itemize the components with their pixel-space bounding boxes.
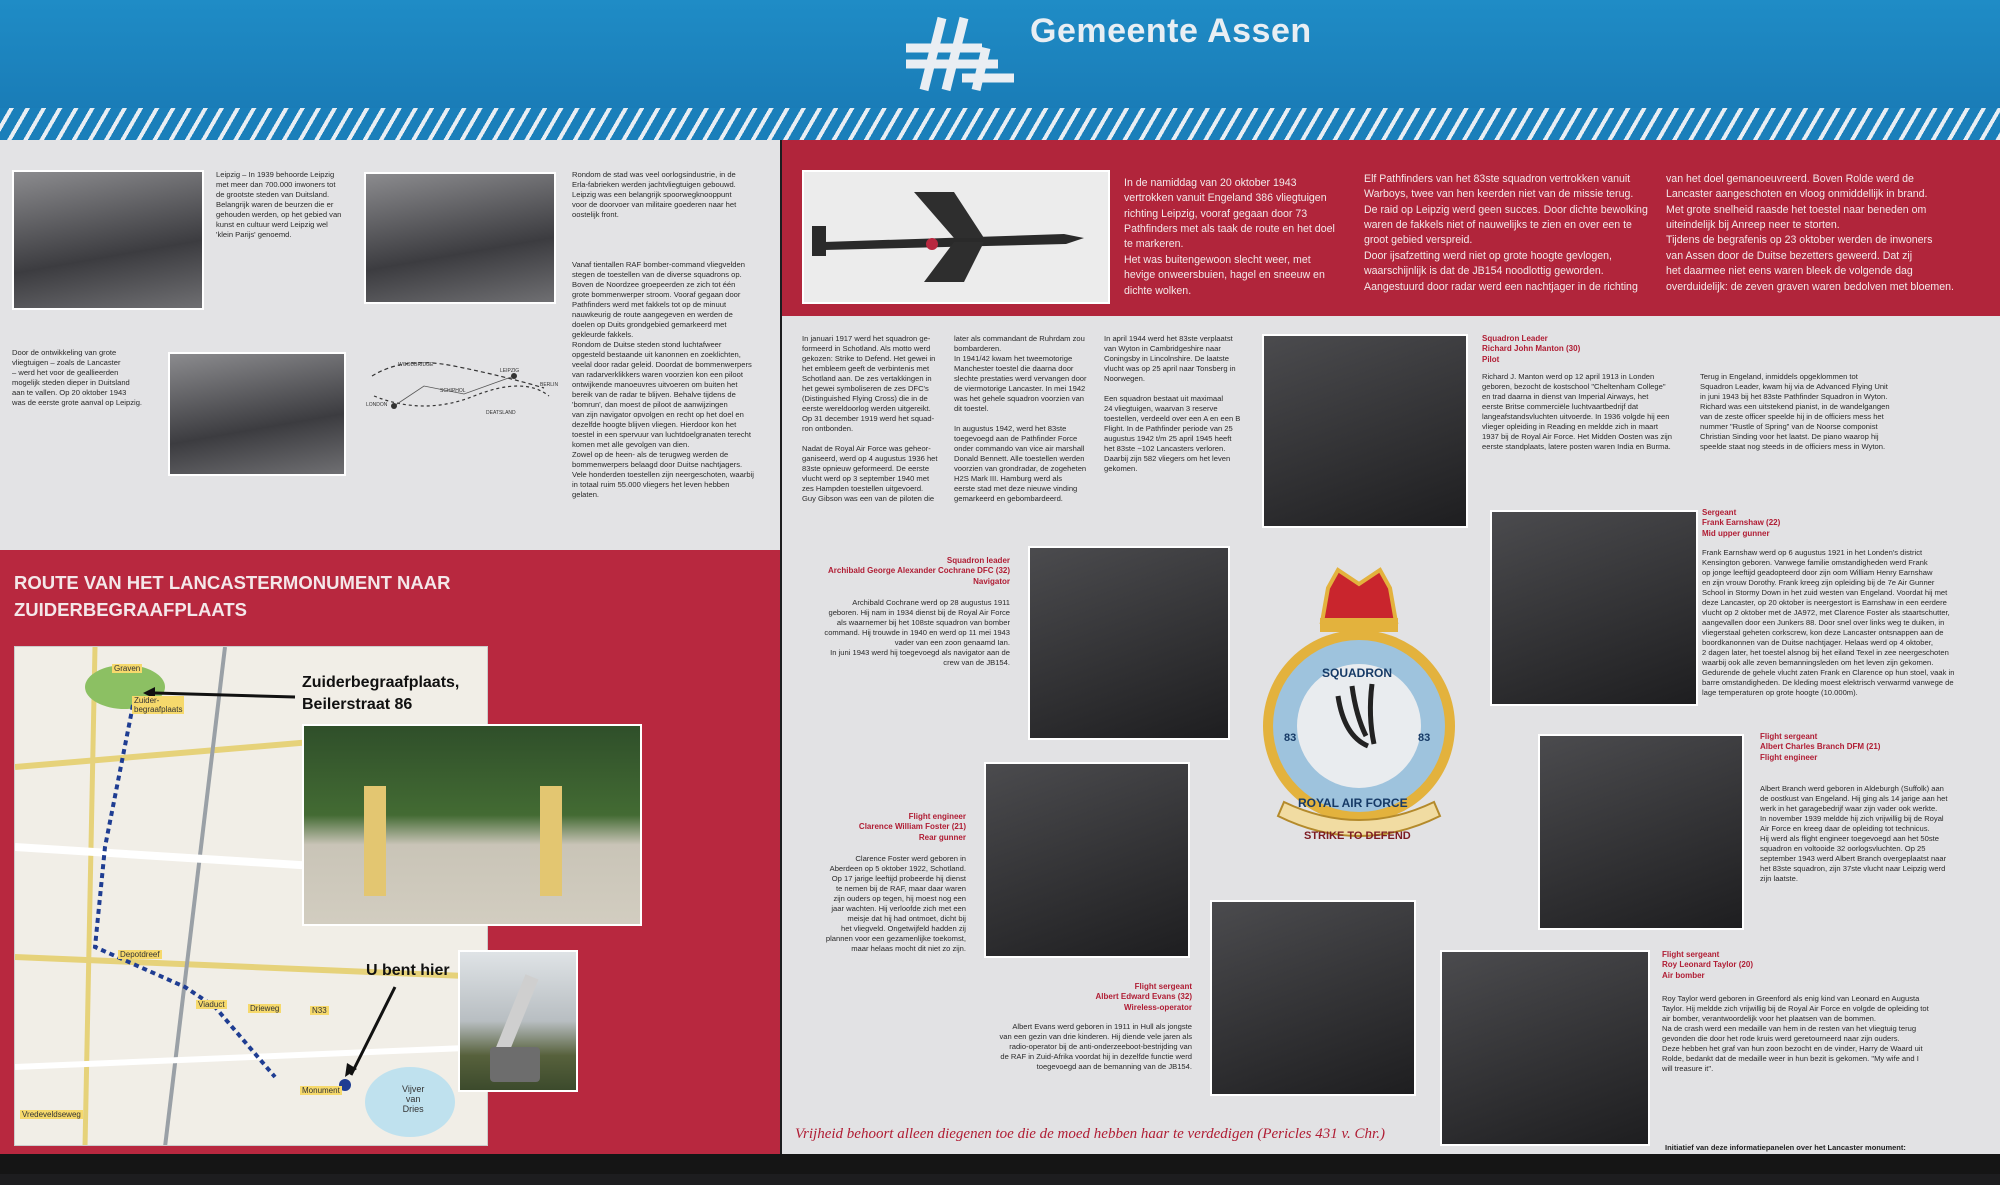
badge-number-right: 83	[1418, 732, 1431, 744]
route-map-label: DEATSLAND	[486, 410, 516, 416]
bomber-raids-text: Vanaf tientallen RAF bomber-command vliegvelden stegen de toestellen van de diverse squadrons op. Boven de Noordzee groepeerden ze zich tot één grote bommenwerper stroom. Vooraf gegaan door Pathfinders werd met fakkels tot op de minuut nauwkeurig de route aangegeven en werden de doelen op Duits grondgebied gemarkeerd met gekleurde fakkels. Rondom de Duitse steden stond luchtafweer opgesteld bestaande uit kanonnen en zoeklichten, veelal door radar geleid. Doordat de bommenwerpers van radarverklikkers waren voorzien kon een piloot ontwijkende manoeuvres uitvoeren om buiten het bereik van de radar te blijven. Behalve tijdens de 'bomrun', dan moest de piloot de aanwijzingen van zijn navigator opvolgen en recht op het doel en dezelfde hoogte blijven vliegen. Hierdoor kon het toestel in een spervuur van luchtdoelgranaten terecht komen met alle gevolgen van dien. Zowel op de heen- als de terugweg werden de bommenwerpers belaagd door Duitse nachtjagers. Vele honderden toestellen zijn neergeschoten, waarbij in totaal ruim 55.000 vliegers het leven hebben gelaten.	[572, 260, 754, 500]
lancaster-development-text: Door de ontwikkeling van grote vliegtuigen – zoals de Lancaster – werd het voor de geallieerden mogelijk steden dieper in Duitsland aan te vallen. Op 20 oktober 1943 was de eerste grote aanval op Leipzig.	[12, 348, 143, 408]
header-title: Gemeente Assen	[1030, 12, 1312, 50]
you-are-here-label: U bent hier	[366, 962, 450, 979]
squadron-history-text-b: later als commandant de Ruhrdam zou bombarderen. In 1941/42 kwam het tweemotorige Manchester toestel die daarna door slechte prestaties werd vervangen door de viermotorige Lancaster. In mei 1942 was het gehele squadron voorzien van dit toestel. In augustus 1942, werd het 83ste toegevoegd aan de Pathfinder Force onder commando van vice air marshall Donald Bennett. Alle toestellen werden voorzien van grondradar, de zogeheten H2S Mark III. Hamburg werd als eerste stad met deze nieuwe vinding gemarkeerd en gebombardeerd.	[954, 334, 1087, 504]
squadron-history-text-a: In januari 1917 werd het squadron ge- formeerd in Schotland. Als motto werd gekozen: Strike to Defend. Het gewei in het embleem geeft de verbintenis met Schotland aan. De zes vertakkingen in het gewei symboliseren de zes DFC's (Distinguished Flying Cross) die in de eerste wereldoorlog werden uitgereikt. Op 31 december 1919 werd het squad- ron ontbonden. Nadat de Royal Air Force was geheor- ganiseerd, werd op 4 augustus 1936 het 83ste opnieuw geformeerd. De eerste vlucht werd op 3 september 1940 met zes Hampden toestellen uitgevoerd. Guy Gibson was een van de piloten die	[802, 334, 938, 504]
crew-bio-branch: Albert Branch werd geboren in Aldeburgh (Suffolk) aan de oostkust van Engeland. Hij ging als 14 jarige aan het werk in het garagebedrijf waar zijn vader ook werkte. In november 1939 meldde hij zich vrijwillig bij de Royal Air Force en kreeg daar de opleiding tot technicus. Hij werd als flight engineer toegevoegd aan het 50ste squadron en voltooide 32 oorlogsvluchten. Op 25 september 1943 werd Albert Branch overgeplaatst naar het 83ste squadron, zijn 37ste vlucht naar Leipzig werd zijn laatste.	[1760, 784, 1948, 884]
route-map-label: LEIPZIG	[500, 368, 520, 374]
route-title: ROUTE VAN HET LANCASTERMONUMENT NAAR ZUIDERBEGRAAFPLAATS	[14, 572, 451, 620]
lancaster-monument-photo	[458, 950, 578, 1092]
map-label-vredeveldseweg: Vredeveldseweg	[22, 1110, 81, 1119]
crew-rank-branch: Flight sergeant Albert Charles Branch DFM (21) Flight engineer	[1760, 732, 1881, 762]
map-label-vijver: Vijver van Dries	[402, 1084, 425, 1114]
gemeente-assen-logo-icon	[902, 8, 1020, 98]
crew-rank-foster: Flight engineer Clarence William Foster (21) Rear gunner	[858, 812, 966, 842]
cemetery-gate-photo	[302, 724, 642, 926]
crew-photo-taylor	[1440, 950, 1650, 1146]
crew-rank-cochrane: Squadron leader Archibald George Alexander Cochrane DFC (32) Navigator	[828, 556, 1010, 586]
leipzig-industry-text: Rondom de stad was veel oorlogsindustrie, in de Erla-fabrieken werden jachtvliegtuigen gebouwd. Leipzig was een belangrijk spoorwegknooppunt voor de doorvoer van militaire goederen naar het oostelijk front.	[572, 170, 737, 220]
leipzig-intro-text: Leipzig – In 1939 behoorde Leipzig met meer dan 700.000 inwoners tot de grootste steden van Duitsland. Belangrijk waren de beurzen die er gehouden werden, op het gebied van kunst en cultuur werd Leipzig wel 'klein Parijs' genoemd.	[216, 170, 342, 240]
crew-photo-evans	[1210, 900, 1416, 1096]
crew-bio-foster: Clarence Foster werd geboren in Aberdeen op 5 oktober 1922, Schotland. Op 17 jarige leeftijd probeerde hij dienst te nemen bij de RAF, maar daar waren zijn ouders op tegen, hij moest nog een jaar wachten. Hij verloofde zich met een meisje dat hij had ontmoet, dicht bij het vliegveld. Ongetwijfeld hadden zij plannen voor een gezamenlijke toekomst, maar helaas mocht dit niet zo zijn.	[825, 854, 966, 954]
story-text-column-1: In de namiddag van 20 oktober 1943 vertrokken vanuit Engeland 386 vliegtuigen richting Leipzig, vooraf gegaan door 73 Pathfinders met als taak de route en het doel te markeren. Het was buitengewoon slecht weer, met hevige onweersbuien, hagel en sneeuw en dichte wolken.	[1124, 177, 1335, 297]
crew-bio-manton-continued: Terug in Engeland, inmiddels opgeklommen tot Squadron Leader, kwam hij via de Advanced Flying Unit in juni 1943 bij het 83ste Pathfinder Squadron in Wyton. Richard was een uitstekend pianist, in de wandelgangen van de zeste officer speelde hij in de officiers mess het nummer "Rustle of Spring" van de Noorse componist Christian Sinding voor het laatst. De piano waarop hij speelde staat nog steeds in de officiers mess in Wyton.	[1700, 372, 1890, 452]
map-label-zuiderbegraafplaats: Zuider- begraafplaats	[134, 696, 183, 714]
crew-rank-taylor: Flight sergeant Roy Leonard Taylor (20) Air bomber	[1662, 950, 1753, 980]
map-label-graven: Graven	[114, 664, 141, 673]
badge-number-left: 83	[1284, 732, 1297, 744]
crew-rank-earnshaw: Sergeant Frank Earnshaw (22) Mid upper gunner	[1702, 508, 1781, 538]
badge-squadron-text: SQUADRON	[1322, 666, 1393, 680]
map-label-n33: N33	[312, 1006, 327, 1015]
badge-motto: STRIKE TO DEFEND	[1304, 830, 1411, 842]
leipzig-station-photo	[168, 352, 346, 476]
route-map-label: BERLIN	[540, 382, 559, 388]
crew-bio-evans: Albert Evans werd geboren in 1911 in Hull als jongste van een gezin van drie kinderen. Hij diende vele jaren als radio-operator bij de anti-onderzeeboot-bestrijding van de RAF in Zuid-Afrika voordat hij in dezelfde functie werd toegevoegd aan de bemanning van de JB154.	[999, 1022, 1192, 1072]
crew-rank-evans: Flight sergeant Albert Edward Evans (32) Wireless-operator	[1095, 982, 1192, 1012]
squadron-history-text-c: In april 1944 werd het 83ste verplaatst van Wyton in Cambridgeshire naar Coningsby in Lincolnshire. De laatste vlucht was op 25 april naar Tonsberg in Noorwegen. Een squadron bestaat uit maximaal 24 vliegtuigen, waarvan 3 reserve toestellen, verdeeld over een A en een B Flight. In de Pathfinder periode van 25 augustus 1942 t/m 25 april 1945 heeft het 83ste ~102 Lancasters verloren. Daarbij zijn 582 vliegers om het leven gekomen.	[1104, 334, 1241, 474]
badge-ring-text: ROYAL AIR FORCE	[1298, 796, 1408, 810]
route-map-label: LONDON	[366, 402, 388, 408]
leipzig-ruins-photo-1	[12, 170, 204, 310]
map-label-monument: Monument	[302, 1086, 340, 1095]
map-label-drieweg: Drieweg	[250, 1004, 280, 1013]
credit-line: Initiatief van deze informatiepanelen over het Lancaster monument:	[1665, 1142, 1906, 1152]
header-stripe-divider	[0, 108, 2000, 140]
crew-photo-cochrane	[1028, 546, 1230, 740]
crew-bio-cochrane: Archibald Cochrane werd op 28 augustus 1911 geboren. Hij nam in 1934 dienst bij de Royal Air Force als waarnemer bij het 108ste squadron van bomber command. Hij trouwde in 1940 en werd op 11 mei 1943 vader van een zoon genaamd Ian. In juni 1943 werd hij toegevoegd als navigator aan de crew van de JB154.	[824, 598, 1010, 668]
crew-photo-manton	[1262, 334, 1468, 528]
story-text-column-3: van het doel gemanoeuvreerd. Boven Rolde werd de Lancaster aangeschoten en vloog onmiddellijk in brand. Met grote snelheid raasde het toestel naar beneden om uiteindelijk bij Anreep neer te storten. Tijdens de begrafenis op 23 oktober werden de inwoners van Assen door de Duitse bezetters geweerd. Dat zij het daarmee niet eens waren bleek de volgende dag overduidelijk: de zeven graven waren bedolven met bloemen.	[1666, 173, 1954, 293]
crew-rank-manton: Squadron Leader Richard John Manton (30) Pilot	[1482, 334, 1581, 364]
route-map-label: WOODBRIDGE	[398, 362, 434, 368]
crew-bio-manton: Richard J. Manton werd op 12 april 1913 in Londen geboren, bezocht de kostschool "Cheltenham College" en trad daarna in dienst van Imperial Airways, het eerste Britse commerciële luchtvaartbedrijf dat langeafstandsvluchten uitvoerde. In 1936 volgde hij een vlieger opleiding in Reading en meldde zich in maart 1937 bij de Royal Air Force. Het Midden Oosten was zijn eerste standplaats, latere posten waren India en Burma.	[1482, 372, 1672, 452]
map-label-viaduct: Viaduct	[198, 1000, 225, 1009]
story-text-column-2: Elf Pathfinders van het 83ste squadron vertrokken vanuit Warboys, twee van hen keerden niet van de missie terug. De raid op Leipzig werd geen succes. Door dichte bewolking waren de fakkels niet of nauwelijks te zien en over een te groot gebied verspreid. Door ijsafzetting werd niet op grote hoogte gevlogen, waarschijnlijk is dat de JB154 noodlottig geworden. Aangestuurd door radar werd een nachtjager in de richting	[1364, 173, 1648, 293]
leipzig-ruins-photo-2	[364, 172, 556, 304]
map-label-depotdreef: Depotdreef	[120, 950, 160, 959]
crew-photo-earnshaw	[1490, 510, 1698, 706]
destination-label: Zuiderbegraafplaats, Beilerstraat 86	[302, 674, 460, 713]
squadron-83-badge	[1248, 566, 1470, 856]
bottom-bar	[0, 1154, 2000, 1174]
route-map-label: SCHIPHOL	[440, 388, 466, 394]
lancaster-aircraft-photo	[802, 170, 1110, 304]
pericles-quote: Vrijheid behoort alleen diegenen toe die de moed hebben haar te verdedigen (Pericles 431 v. Chr.)	[795, 1126, 1385, 1142]
crew-bio-earnshaw: Frank Earnshaw werd op 6 augustus 1921 in het Londen's district Kensington geboren. Vanwege familie omstandigheden werd Frank op jonge leeftijd geadopteerd door zijn oom William Henry Earnshaw en zijn vrouw Dorothy. Frank kreeg zijn opleiding bij de 7e Air Gunner School in Stormy Down in het zuid westen van Engeland. Voordat hij met deze Lancaster, op 20 oktober is neergestort is Earnshaw in een eerdere vlucht op 2 oktober met de JA972, met Clarence Foster als staartschutter, aangevallen door een Junkers 88. Door snel over links weg te duiken, in vliegerstaal geheten corkscrew, kon deze Lancaster ontsnappen aan de boordkanonnen van de Duitse nachtjager. Helaas werd op 4 oktober, 2 dagen later, het toestel alsnog bij het eiland Texel in zee neergeschoten waarbij ook alle zeven bemanningsleden om het leven zijn gekomen. Gedurende de gehele vlucht zaten Frank en Clarence op hun stoel, vaak in barre omstandigheden. De kleding moest elektrisch verwarmd vanwege de lage temperaturen op grote hoogte (10.000m).	[1702, 548, 1955, 698]
crew-bio-taylor: Roy Taylor werd geboren in Greenford als enig kind van Leonard en Augusta Taylor. Hij meldde zich vrijwillig bij de Royal Air Force en volgde de opleiding tot air bomber, verantwoordelijk voor het plaatsen van de bommen. Na de crash werd een medaille van hem in de resten van het vliegtuig terug gevonden die door het rode kruis werd geretourneerd naar zijn ouders. Deze hebben het graf van hun zoon bezocht en de vinder, Harry de Waard uit Rolde, bedankt dat de medaille weer in hun bezit is gekomen. "My wife and I will treasure it".	[1662, 994, 1929, 1074]
crew-photo-branch	[1538, 734, 1744, 930]
crew-photo-foster	[984, 762, 1190, 958]
